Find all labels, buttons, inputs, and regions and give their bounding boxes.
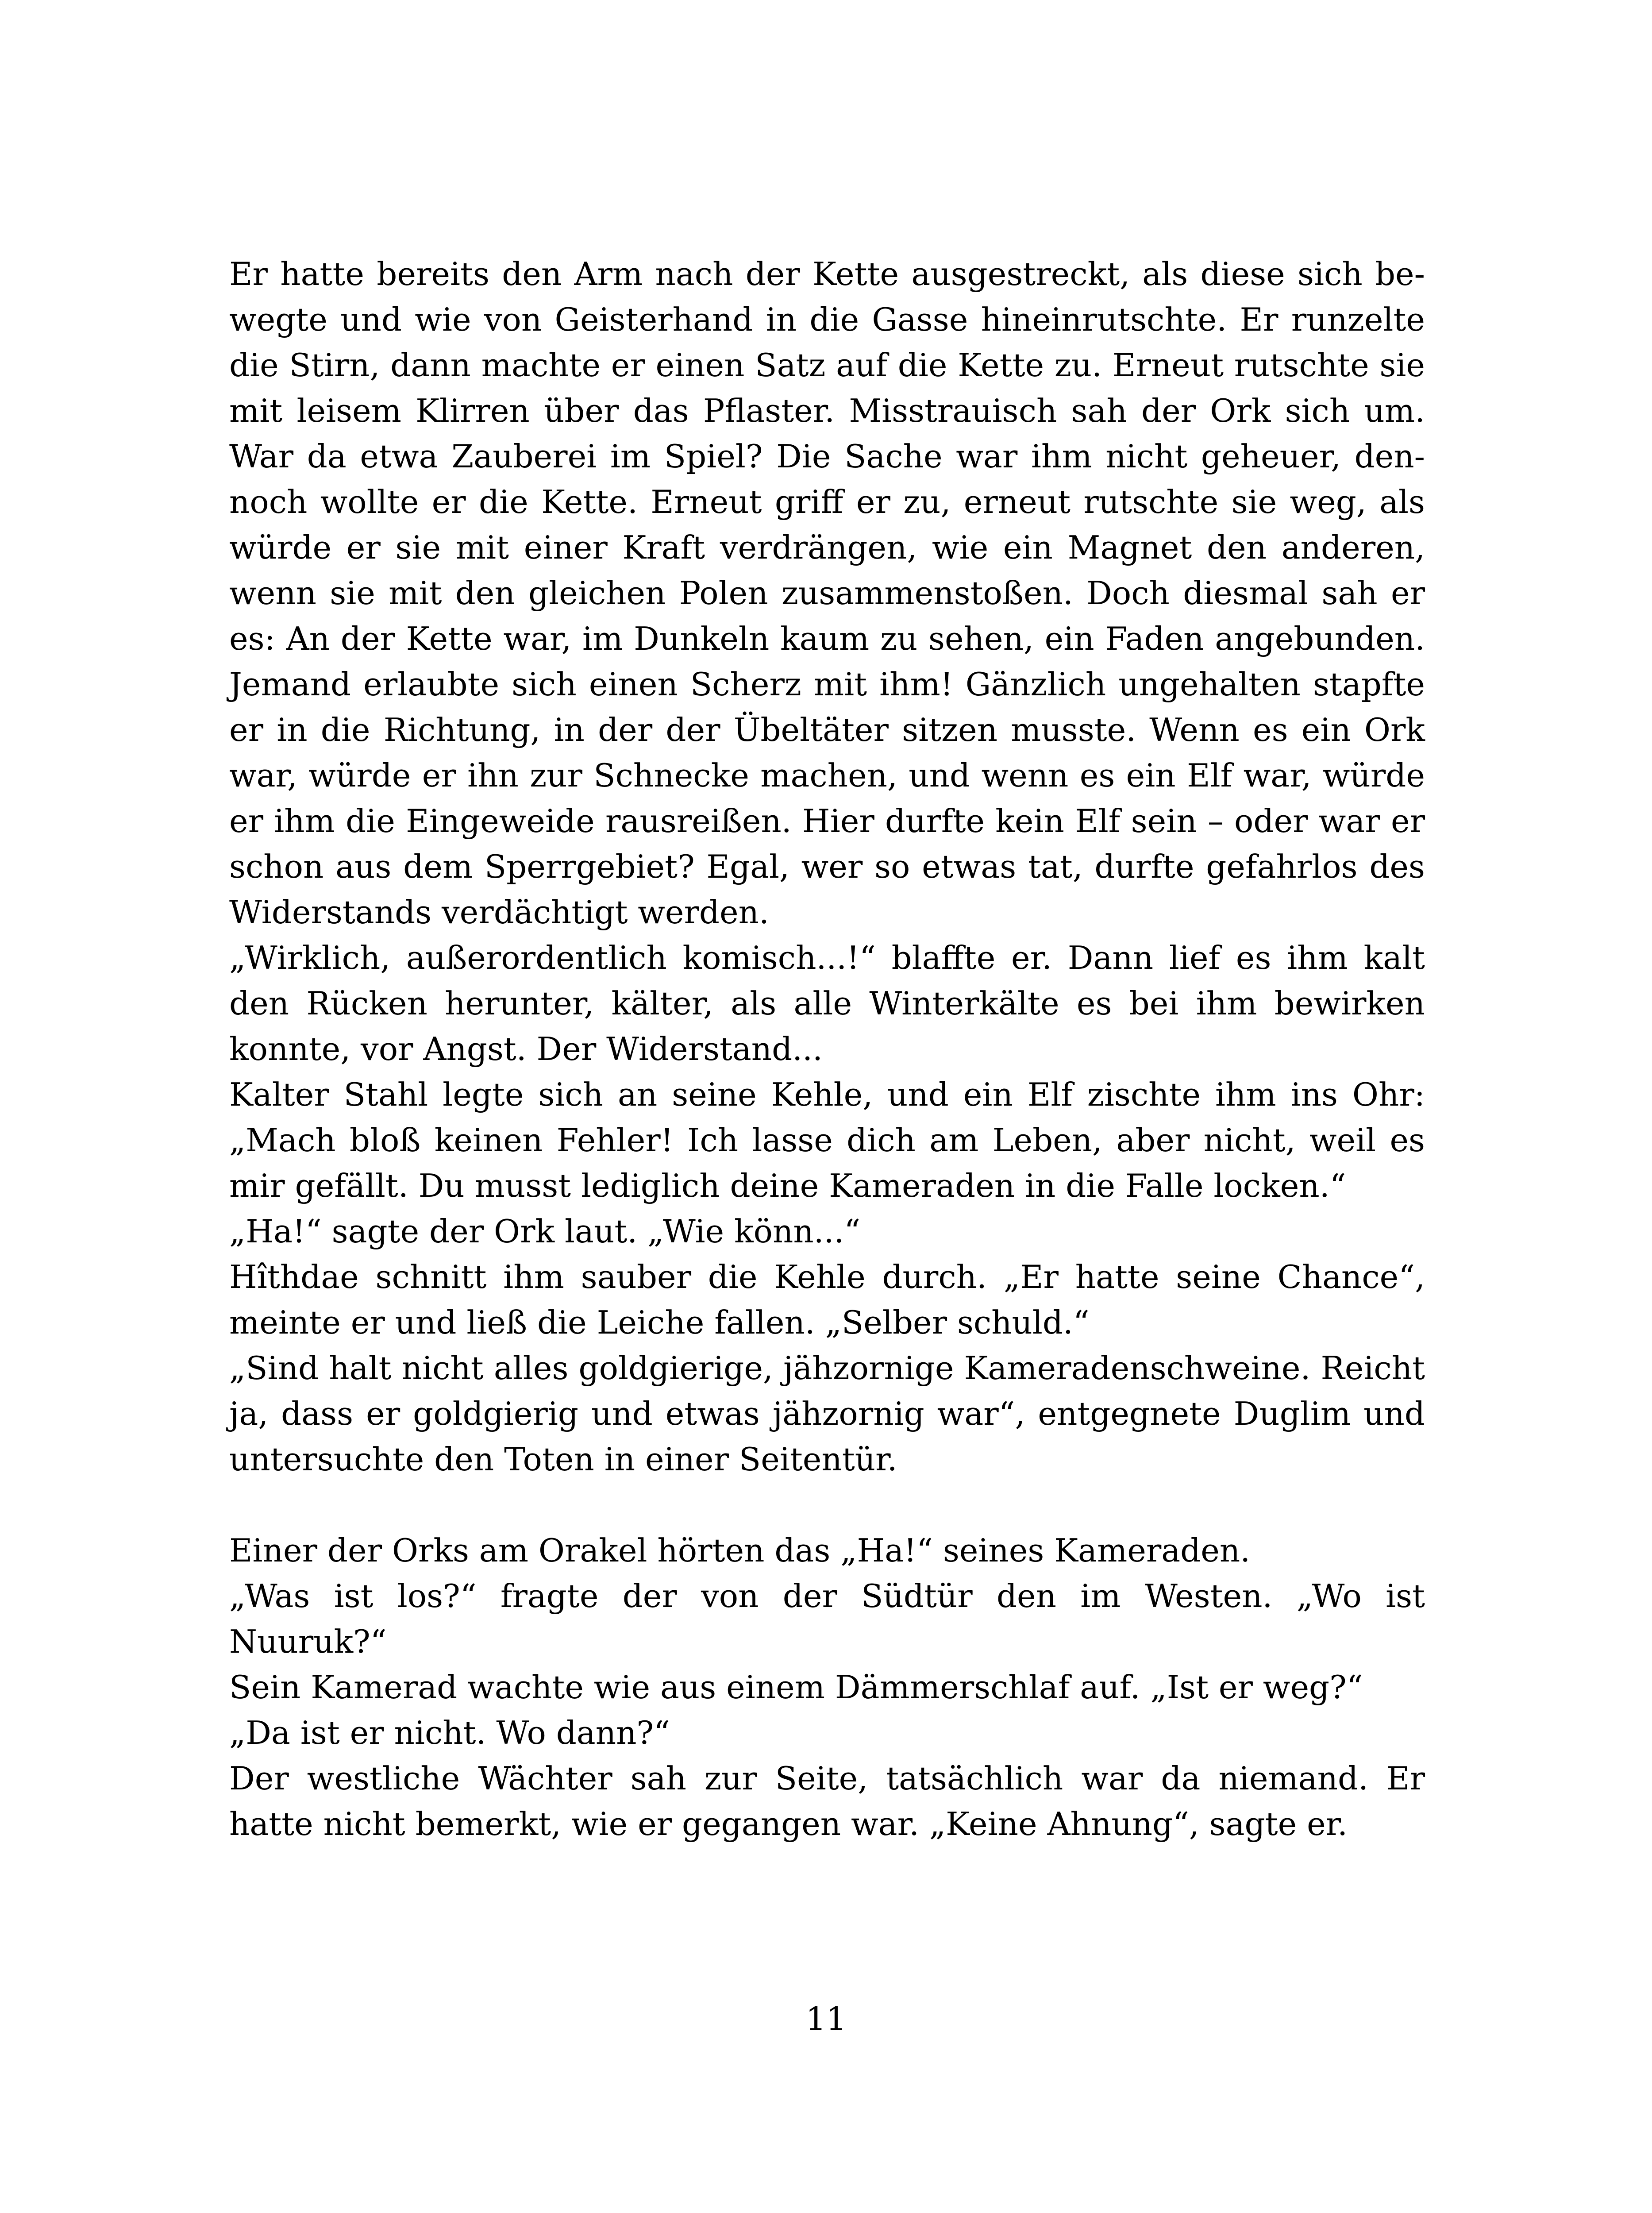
section-break [229, 1482, 1425, 1528]
paragraph: Er hatte bereits den Arm nach der Kette ausgestreckt, als diese sich bewegte und wie von Geisterhand in die Gasse hineinrutschte. Er runzelte die Stirn, dann machte er einen Satz auf die Kette zu. Erneut rutschte sie mit leisem Klirren über das Pflaster. Misstrauisch sah der Ork sich um. War da etwa Zauberei im Spiel? Die Sache war ihm nicht geheuer, dennoch wollte er die Kette. Erneut griff er zu, erneut rutschte sie weg, als würde er sie mit einer Kraft verdrängen, wie ein Magnet den anderen, wenn sie mit den gleichen Polen zusammenstoßen. Doch diesmal sah er es: An der Kette war, im Dunkeln kaum zu sehen, ein Faden angebunden. Jemand erlaubte sich einen Scherz mit ihm! Gänzlich ungehalten stapfte er in die Richtung, in der der Übeltäter sitzen musste. Wenn es ein Ork war, würde er ihn zur Schnecke machen, und wenn es ein Elf war, würde er ihm die Eingeweide rausreißen. Hier durfte kein Elf sein – oder war er schon aus dem Sperrgebiet? Egal, wer so etwas tat, durfte gefahrlos des Widerstands verdächtigt werden. [229, 255, 1425, 931]
paragraph: „Was ist los?“ fragte der von der Südtür den im Westen. „Wo ist Nuuruk?“ [229, 1577, 1425, 1660]
paragraph: Einer der Orks am Orakel hörten das „Ha!“ seines Kameraden. [229, 1532, 1251, 1569]
paragraph: Hîthdae schnitt ihm sauber die Kehle durch. „Er hatte seine Chance“, meinte er und ließ die Leiche fallen. „Selber schuld.“ [229, 1258, 1425, 1341]
paragraph: Der westliche Wächter sah zur Seite, tatsächlich war da niemand. Er hatte nicht bemerkt, wie er gegangen war. „Keine Ahnung“, sagte er. [229, 1760, 1425, 1843]
paragraph: „Da ist er nicht. Wo dann?“ [229, 1714, 670, 1751]
paragraph: „Ha!“ sagte der Ork laut. „Wie könn...“ [229, 1213, 861, 1250]
page-number: 11 [805, 2000, 847, 2037]
paragraph: „Sind halt nicht alles goldgierige, jähzornige Kameradenschweine. Reicht ja, dass er goldgierig und etwas jähzornig war“, entgegnete Duglim und untersuchte den Toten in einer Seitentür. [229, 1349, 1425, 1478]
paragraph: Sein Kamerad wachte wie aus einem Dämmerschlaf auf. „Ist er weg?“ [229, 1669, 1363, 1706]
page-body [229, 251, 1425, 1847]
paragraph: „Wirklich, außerordentlich komisch...!“ blaffte er. Dann lief es ihm kalt den Rücken herunter, kälter, als alle Winterkälte es bei ihm bewirken konnte, vor Angst. Der Widerstand... [229, 939, 1425, 1068]
paragraph: Kalter Stahl legte sich an seine Kehle, und ein Elf zischte ihm ins Ohr: „Mach bloß keinen Fehler! Ich lasse dich am Leben, aber nicht, weil es mir gefällt. Du musst lediglich deine Kameraden in die Falle locken.“ [229, 1076, 1425, 1204]
